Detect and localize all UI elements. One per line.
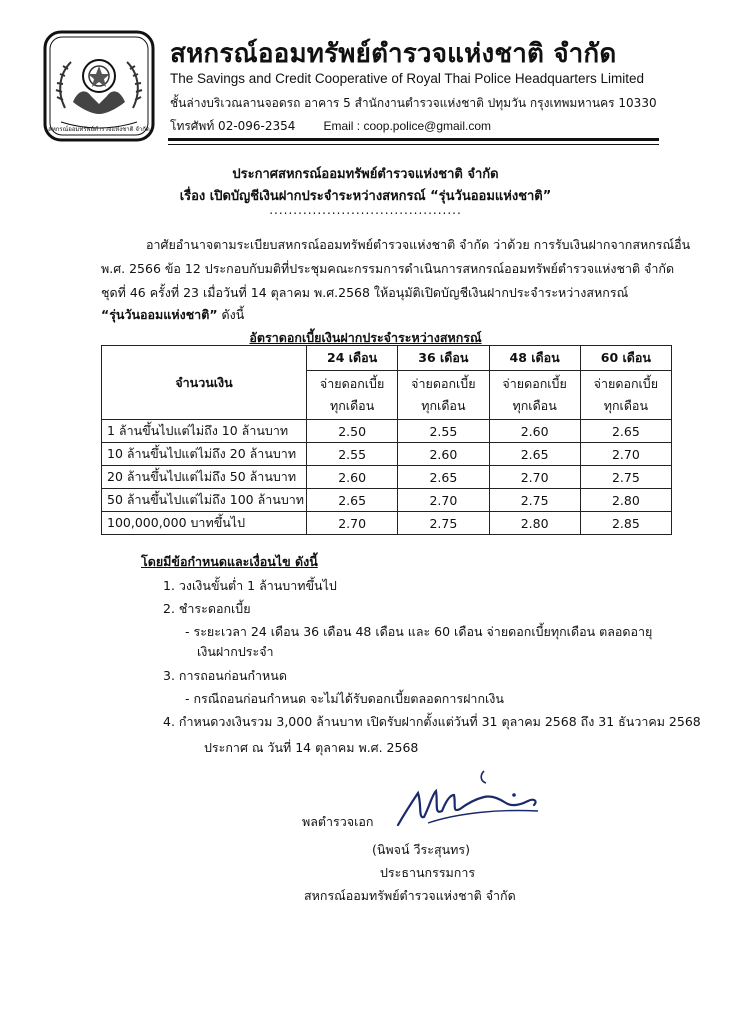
rate-cell: 2.70 [489,466,580,489]
table-row [102,443,672,466]
header-rule-thick [168,138,659,141]
campaign-name: “รุ่นวันออมแห่งชาติ” [101,307,218,322]
term-header: 60 เดือน [580,346,671,371]
rate-cell: 2.65 [398,466,489,489]
rate-table-title: อัตราดอกเบี้ยเงินฝากประจำระหว่างสหกรณ์ [249,330,482,345]
amount-cell: 20 ล้านขึ้นไปแต่ไม่ถึง 50 ล้านบาท [102,466,307,489]
announcement-subject: เรื่อง เปิดบัญชีเงินฝากประจำระหว่างสหกรณ์ “รุ่นวันออมแห่งชาติ” [179,189,552,204]
org-name-english: The Savings and Credit Cooperative of Royal Thai Police Headquarters Limited [170,71,645,86]
rate-cell: 2.75 [398,512,489,535]
rate-cell: 2.55 [307,443,398,466]
email-address: Email : coop.police@gmail.com [323,119,492,133]
rate-cell: 2.80 [489,512,580,535]
phone-number: โทรศัพท์ 02-096-2354 [170,119,296,133]
payout-frequency: ทุกเดือน [603,398,648,413]
signer-rank: พลตำรวจเอก [302,814,374,829]
payout-frequency: ทุกเดือน [512,398,557,413]
amount-cell: 10 ล้านขึ้นไปแต่ไม่ถึง 20 ล้านบาท [102,443,307,466]
term-header: 36 เดือน [398,346,489,371]
org-name-thai: สหกรณ์ออมทรัพย์ตำรวจแห่งชาติ จำกัด [170,39,617,69]
rate-cell: 2.55 [398,420,489,443]
condition-item-1: 1. วงเงินขั้นต่ำ 1 ล้านบาทขึ้นไป [163,578,337,593]
payout-header [398,371,489,420]
org-contact [170,117,491,136]
announcement-title: ประกาศสหกรณ์ออมทรัพย์ตำรวจแห่งชาติ จำกัด [232,167,499,182]
condition-item-3-detail: - กรณีถอนก่อนกำหนด จะไม่ได้รับดอกเบี้ยตลอดการฝากเงิน [185,691,504,706]
payout-header [307,371,398,420]
handwritten-signature-icon [388,765,548,835]
table-row [102,489,672,512]
payout-frequency: ทุกเดือน [329,398,375,413]
payout-label: จ่ายดอกเบี้ย [319,376,385,391]
rate-cell: 2.60 [307,466,398,489]
rate-cell: 2.80 [580,489,671,512]
title-separator: ........................................ [269,203,462,217]
rate-cell: 2.70 [580,443,671,466]
payout-label: จ่ายดอกเบี้ย [411,376,476,391]
amount-cell: 1 ล้านขึ้นไปแต่ไม่ถึง 10 ล้านบาท [102,420,307,443]
body-line-3: ชุดที่ 46 ครั้งที่ 23 เมื่อวันที่ 14 ตุลาคม พ.ศ.2568 ให้อนุมัติเปิดบัญชีเงินฝากประจำระหว่างสหกรณ์ [101,285,629,300]
condition-item-2: 2. ชำระดอกเบี้ย [163,601,251,616]
body-line-1: อาศัยอำนาจตามระเบียบสหกรณ์ออมทรัพย์ตำรวจแห่งชาติ จำกัด ว่าด้วย การรับเงินฝากจากสหกรณ์อื่น [146,237,691,252]
signer-position: ประธานกรรมการ [380,865,476,880]
rate-cell: 2.65 [307,489,398,512]
rate-cell: 2.60 [489,420,580,443]
logo-caption: สหกรณ์ออมทรัพย์ตำรวจแห่งชาติ จำกัด [48,126,150,133]
amount-column-header: จำนวนเงิน [102,346,307,420]
amount-cell: 100,000,000 บาทขึ้นไป [102,512,307,535]
conditions-heading: โดยมีข้อกำหนดและเงื่อนไข ดังนี้ [141,554,318,569]
rate-cell: 2.65 [489,443,580,466]
term-header: 48 เดือน [489,346,580,371]
table-row [102,420,672,443]
header-rule-thin [168,144,659,145]
rate-cell: 2.75 [580,466,671,489]
payout-frequency: ทุกเดือน [421,398,466,413]
condition-item-2-detail: - ระยะเวลา 24 เดือน 36 เดือน 48 เดือน และ 60 เดือน จ่ายดอกเบี้ยทุกเดือน ตลอดอายุ [185,624,653,639]
announcement-date: ประกาศ ณ วันที่ 14 ตุลาคม พ.ศ. 2568 [204,740,419,755]
body-line-4-rest: ดังนี้ [217,307,245,322]
condition-item-2-detail-cont: เงินฝากประจำ [197,644,274,659]
body-line-4 [101,305,244,325]
rate-cell: 2.65 [580,420,671,443]
table-row [102,512,672,535]
term-header: 24 เดือน [307,346,398,371]
rate-cell: 2.60 [398,443,489,466]
payout-label: จ่ายดอกเบี้ย [502,376,567,391]
cooperative-seal-logo-icon [43,30,155,142]
condition-item-3: 3. การถอนก่อนกำหนด [163,668,287,683]
signer-organization: สหกรณ์ออมทรัพย์ตำรวจแห่งชาติ จำกัด [304,888,516,903]
org-address: ชั้นล่างบริเวณลานจอดรถ อาคาร 5 สำนักงานตำรวจแห่งชาติ ปทุมวัน กรุงเทพมหานคร 10330 [170,96,657,110]
rate-cell: 2.50 [307,420,398,443]
signer-name: (นิพจน์ วีระสุนทร) [372,842,470,857]
payout-label: จ่ายดอกเบี้ย [593,376,659,391]
payout-header [489,371,580,420]
body-line-2: พ.ศ. 2566 ข้อ 12 ประกอบกับมติที่ประชุมคณะกรรมการดำเนินการสหกรณ์ออมทรัพย์ตำรวจแห่งชาติ จำกัด [101,261,675,276]
rate-table [101,345,672,535]
rate-cell: 2.70 [307,512,398,535]
rate-cell: 2.85 [580,512,671,535]
rate-cell: 2.70 [398,489,489,512]
condition-item-4: 4. กำหนดวงเงินรวม 3,000 ล้านบาท เปิดรับฝากตั้งแต่วันที่ 31 ตุลาคม 2568 ถึง 31 ธันวาคม 2568 [163,714,701,729]
table-row [102,466,672,489]
rate-cell: 2.75 [489,489,580,512]
amount-cell: 50 ล้านขึ้นไปแต่ไม่ถึง 100 ล้านบาท [102,489,307,512]
payout-header [580,371,671,420]
